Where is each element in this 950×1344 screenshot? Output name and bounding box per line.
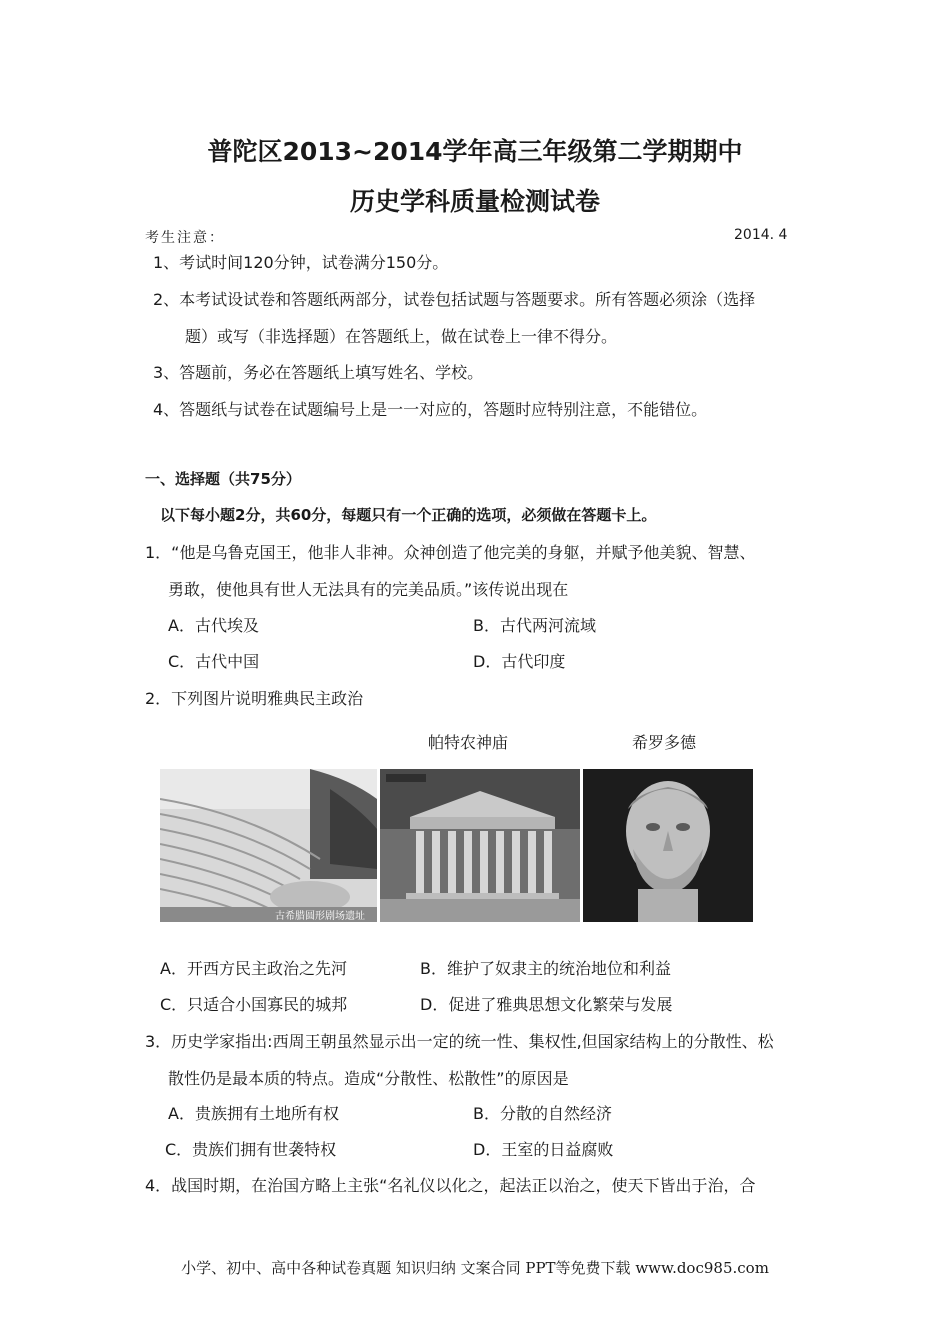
- q1-stem-line1: 1．“他是乌鲁克国王，他非人非神。众神创造了他完美的身躯，并赋予他美貌、智慧、: [145, 543, 756, 562]
- notice-item-1: 1、考试时间120分钟，试卷满分150分。: [153, 253, 449, 272]
- notice-label: 考生注意：: [145, 230, 225, 246]
- q3-option-b: B．分散的自然经济: [473, 1104, 612, 1123]
- exam-title-line2: 历史学科质量检测试卷: [349, 187, 600, 216]
- herodotus-bust-illustration: [583, 769, 753, 922]
- notice-item-2: 2、本考试设试卷和答题纸两部分，试卷包括试题与答题要求。所有答题必须涂（选择: [153, 290, 756, 309]
- exam-date: 2014. 4: [734, 227, 788, 243]
- q1-option-b: B．古代两河流域: [473, 616, 596, 635]
- parthenon-illustration: [380, 769, 580, 922]
- notice-item-3: 3、答题前，务必在答题纸上填写姓名、学校。: [153, 363, 484, 382]
- notice-item-4: 4、答题纸与试卷在试题编号上是一一对应的，答题时应特别注意，不能错位。: [153, 400, 708, 419]
- q3-option-c: C．贵族们拥有世袭特权: [165, 1140, 337, 1159]
- q2-option-c: C．只适合小国寡民的城邦: [160, 995, 348, 1014]
- q2-option-a: A．开西方民主政治之先河: [160, 959, 347, 978]
- parthenon-photo: [380, 769, 580, 922]
- q3-stem-line1: 3．历史学家指出:西周王朝虽然显示出一定的统一性、集权性,但国家结构上的分散性、松: [145, 1032, 774, 1051]
- herodotus-photo: [583, 769, 753, 922]
- q3-option-d: D．王室的日益腐败: [473, 1140, 614, 1159]
- q3-stem-line2: 散性仍是最本质的特点。造成“分散性、松散性”的原因是: [168, 1069, 569, 1088]
- page-footer: 小学、初中、高中各种试卷真题 知识归纳 文案合同 PPT等免费下载 www.doc985.com: [181, 1259, 769, 1277]
- q1-option-d: D．古代印度: [473, 652, 566, 671]
- q4-stem-line1: 4．战国时期，在治国方略上主张“名礼仪以化之，起法正以治之，使天下皆出于治，合: [145, 1176, 756, 1195]
- theatre-illustration: [160, 769, 377, 922]
- exam-title-line1: 普陀区2013~2014学年高三年级第二学期期中: [207, 137, 743, 166]
- q2-stem: 2．下列图片说明雅典民主政治: [145, 689, 364, 708]
- notice-item-2-cont: 题）或写（非选择题）在答题纸上，做在试卷上一律不得分。: [185, 327, 618, 346]
- theatre-photo: [160, 769, 377, 922]
- caption-parthenon: 帕特农神庙: [428, 733, 509, 752]
- caption-herodotus: 希罗多德: [632, 733, 697, 752]
- q2-option-b: B．维护了奴隶主的统治地位和利益: [420, 959, 671, 978]
- q1-stem-line2: 勇敢，使他具有世人无法具有的完美品质。”该传说出现在: [168, 580, 569, 599]
- q1-option-c: C．古代中国: [168, 652, 260, 671]
- q1-option-a: A．古代埃及: [168, 616, 259, 635]
- q3-option-a: A．贵族拥有土地所有权: [168, 1104, 339, 1123]
- q2-option-d: D．促进了雅典思想文化繁荣与发展: [420, 995, 673, 1014]
- section-instruction: 以下每小题2分，共60分，每题只有一个正确的选项，必须做在答题卡上。: [160, 506, 657, 524]
- caption-theatre: 古希腊圆形剧场遗址: [275, 911, 365, 922]
- section-heading: 一、选择题（共75分）: [145, 470, 301, 488]
